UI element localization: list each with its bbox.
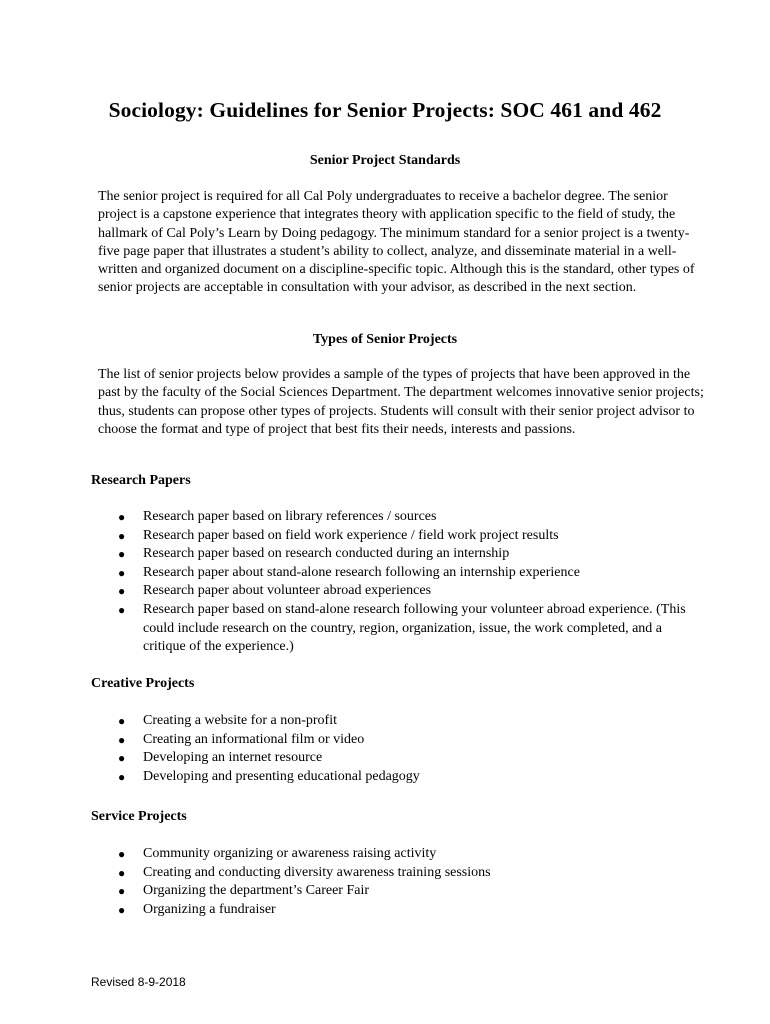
list-item-text: Developing and presenting educational pedagogy [143, 768, 420, 784]
list-item [0, 768, 703, 787]
standards-paragraph: The senior project is required for all Cal Poly undergraduates to receive a bachelor degree. The senior project is a capstone experience that integrates theory with application specific to the field of study, the hallmark of Cal Poly’s Learn by Doing pedagogy. The minimum standard for a senior project is a twenty-five page paper that illustrates a student’s ability to collect, analyze, and disseminate material in a well-written and organized document on a discipline-specific topic. Although this is the standard, other types of senior projects are acceptable in consultation with your advisor, as described in the next section. [98, 189, 695, 296]
list-item-text: Research paper based on stand-alone research following your volunteer abroad experience. (This could include research on the country, region, organization, issue, the work completed, and a critique of the experience.) [143, 601, 686, 655]
list-item [0, 901, 703, 920]
bullet-icon: ● [118, 565, 126, 580]
list-item [0, 564, 703, 583]
list-item [0, 601, 703, 657]
standards-heading: Senior Project Standards [309, 153, 461, 168]
page-title: Sociology: Guidelines for Senior Projects: SOC 461 and 462 [108, 98, 662, 122]
list-item-text: Organizing the department’s Career Fair [143, 883, 369, 899]
bullet-icon: ● [118, 510, 126, 524]
list-item [0, 508, 703, 527]
bullet-icon: ● [118, 732, 126, 747]
list-item-text: Research paper based on library references / sources [143, 509, 437, 524]
list-item [0, 731, 703, 750]
bullet-icon: ● [118, 714, 126, 728]
list-item-text: Developing an internet resource [143, 750, 323, 766]
bullet-icon: ● [118, 584, 126, 599]
bullet-icon: ● [118, 528, 126, 543]
list-item-text: Creating and conducting diversity awareness training sessions [143, 864, 491, 880]
service-projects-list [0, 845, 770, 919]
list-item [0, 749, 703, 768]
service-projects-heading: Service Projects [91, 809, 187, 824]
research-papers-heading: Research Papers [91, 473, 191, 488]
types-paragraph: The list of senior projects below provides a sample of the types of projects that have been approved in the past by the faculty of the Social Sciences Department. The department welcomes innovative senior projects; thus, students can propose other types of projects. Students will consult with their senior project advisor to choose the format and type of project that best fits their needs, interests and passions. [98, 367, 704, 437]
list-item [0, 845, 703, 864]
creative-projects-heading: Creative Projects [91, 676, 195, 691]
revision-footer: Revised 8-9-2018 [91, 975, 186, 989]
list-item-text: Organizing a fundraiser [143, 901, 276, 917]
list-item-text: Research paper based on research conducted during an internship [143, 546, 510, 562]
bullet-icon: ● [118, 602, 126, 617]
list-item-text: Creating an informational film or video [143, 731, 365, 747]
list-item-text: Research paper about stand-alone research following an internship experience [143, 564, 580, 580]
research-papers-list [0, 508, 770, 657]
list-item [0, 582, 703, 601]
list-item-text: Creating a website for a non-profit [143, 713, 337, 728]
list-item [0, 545, 703, 564]
types-heading: Types of Senior Projects [312, 332, 458, 347]
bullet-icon: ● [118, 751, 126, 766]
list-item-text: Research paper about volunteer abroad experiences [143, 583, 432, 599]
bullet-icon: ● [118, 847, 126, 861]
bullet-icon: ● [118, 547, 126, 562]
bullet-icon: ● [118, 769, 126, 784]
list-item-text: Community organizing or awareness raising activity [143, 846, 437, 861]
bullet-icon: ● [118, 865, 126, 880]
creative-projects-list [0, 712, 770, 786]
list-item [0, 882, 703, 901]
list-item [0, 527, 703, 546]
list-item [0, 864, 703, 883]
list-item [0, 712, 703, 731]
list-item-text: Research paper based on field work experience / field work project results [143, 527, 559, 543]
bullet-icon: ● [118, 884, 126, 899]
bullet-icon: ● [118, 902, 126, 917]
